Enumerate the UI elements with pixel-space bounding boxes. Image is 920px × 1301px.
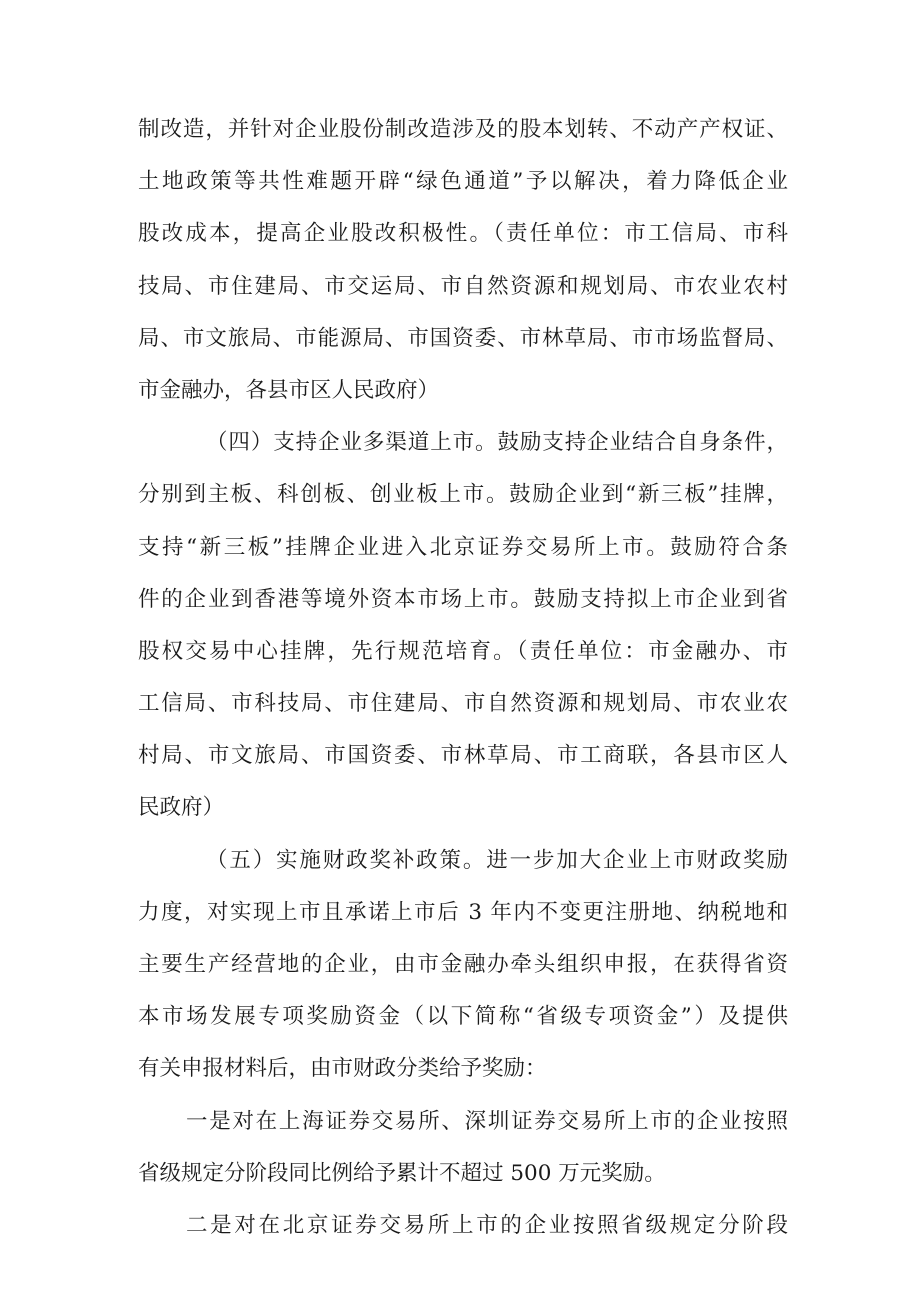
text-line: 民政府） xyxy=(138,795,225,821)
text-line: 件的企业到香港等境外资本市场上市。鼓励支持拟上市企业到省 xyxy=(138,586,788,612)
paragraph-heading-5: （五）实施财政奖补政策。进一步加大企业上市财政奖励 xyxy=(206,847,788,873)
text-line: 局、市文旅局、市能源局、市国资委、市林草局、市市场监督局、 xyxy=(138,325,788,351)
text-line: 技局、市住建局、市交运局、市自然资源和规划局、市农业农村 xyxy=(138,273,788,299)
text-line: 股权交易中心挂牌，先行规范培育。（责任单位：市金融办、市 xyxy=(138,638,788,664)
list-item-1: 一是对在上海证券交易所、深圳证券交易所上市的企业按照 xyxy=(186,1108,788,1134)
text-line: 工信局、市科技局、市住建局、市自然资源和规划局、市农业农 xyxy=(138,691,788,717)
text-line: 村局、市文旅局、市国资委、市林草局、市工商联，各县市区人 xyxy=(138,743,788,769)
text-line: 市金融办，各县市区人民政府） xyxy=(138,377,440,403)
text-line: 力度，对实现上市且承诺上市后 3 年内不变更注册地、纳税地和 xyxy=(138,899,788,925)
text-line: 有关申报材料后，由市财政分类给予奖励： xyxy=(138,1056,547,1082)
text-line: 土地政策等共性难题开辟“绿色通道”予以解决，着力降低企业 xyxy=(138,169,788,195)
text-line: 分别到主板、科创板、创业板上市。鼓励企业到“新三板”挂牌， xyxy=(138,482,788,508)
text-line: 省级规定分阶段同比例给予累计不超过 500 万元奖励。 xyxy=(138,1160,666,1186)
text-line: 股改成本，提高企业股改积极性。（责任单位：市工信局、市科 xyxy=(138,221,788,247)
document-body xyxy=(138,104,788,1252)
text-line: 制改造，并针对企业股份制改造涉及的股本划转、不动产产权证、 xyxy=(138,117,788,142)
text-line: 本市场发展专项奖励资金（以下简称“省级专项资金”）及提供 xyxy=(138,1004,788,1030)
paragraph-heading-4: （四）支持企业多渠道上市。鼓励支持企业结合自身条件， xyxy=(206,430,788,456)
text-line: 支持“新三板”挂牌企业进入北京证券交易所上市。鼓励符合条 xyxy=(138,534,788,560)
text-line: 主要生产经营地的企业，由市金融办牵头组织申报，在获得省资 xyxy=(138,952,788,977)
list-item-2: 二是对在北京证券交易所上市的企业按照省级规定分阶段 xyxy=(186,1212,788,1238)
